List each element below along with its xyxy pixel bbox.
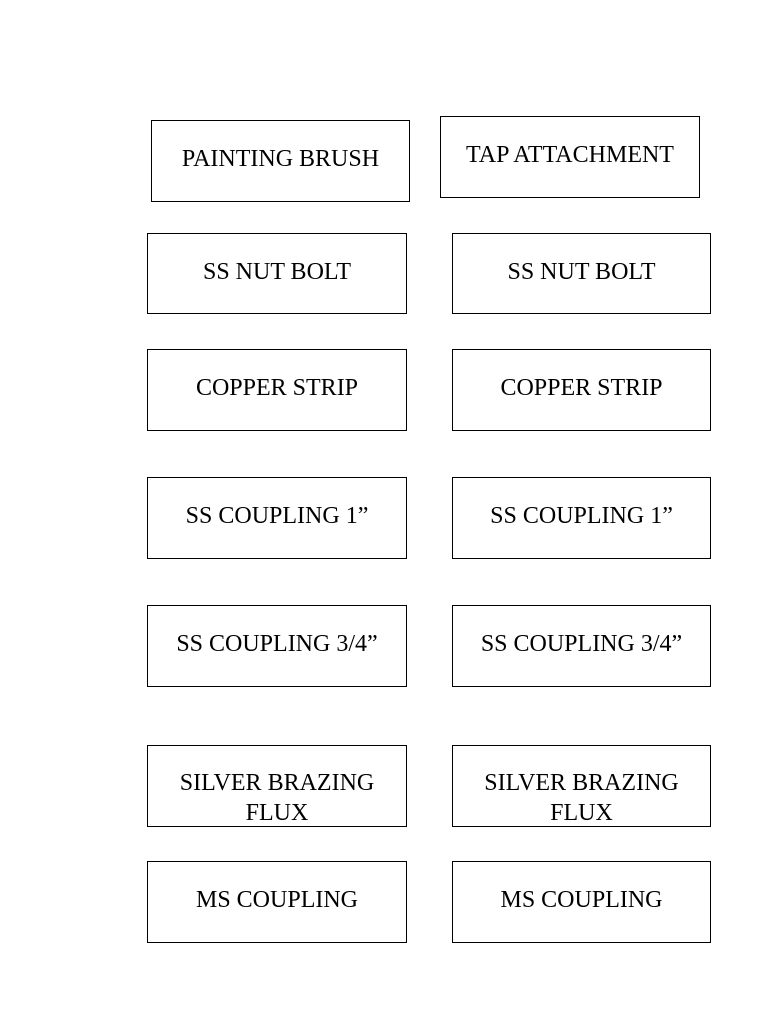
label-text: SS COUPLING 3/4”	[480, 631, 683, 657]
label-text: SS COUPLING 3/4”	[176, 631, 378, 657]
label-text: SILVER BRAZING FLUX	[179, 770, 375, 826]
label-silver-brazing-flux	[452, 745, 711, 827]
label-ss-coupling-3-4in	[452, 605, 711, 687]
label-ms-coupling	[452, 861, 711, 943]
label-silver-brazing-flux	[147, 745, 407, 827]
label-ms-coupling	[147, 861, 407, 943]
label-text: SS NUT BOLT	[507, 258, 656, 285]
label-ss-nut-bolt	[147, 233, 407, 314]
label-text: COPPER STRIP	[195, 375, 359, 401]
label-text: SS NUT BOLT	[202, 258, 352, 285]
label-copper-strip	[452, 349, 711, 431]
label-text: MS COUPLING	[500, 887, 663, 913]
label-text: SILVER BRAZING FLUX	[484, 770, 679, 826]
label-tap-attachment	[440, 116, 700, 198]
label-ss-nut-bolt	[452, 233, 711, 314]
label-text: SS COUPLING 1”	[185, 503, 369, 529]
label-copper-strip	[147, 349, 407, 431]
label-text: MS COUPLING	[195, 887, 359, 913]
label-ss-coupling-1in	[452, 477, 711, 559]
label-text: TAP ATTACHMENT	[466, 142, 674, 168]
label-text: PAINTING BRUSH	[181, 146, 380, 172]
label-ss-coupling-1in	[147, 477, 407, 559]
label-ss-coupling-3-4in	[147, 605, 407, 687]
label-text: COPPER STRIP	[500, 375, 663, 401]
label-painting-brush	[151, 120, 410, 202]
label-text: SS COUPLING 1”	[490, 503, 673, 529]
